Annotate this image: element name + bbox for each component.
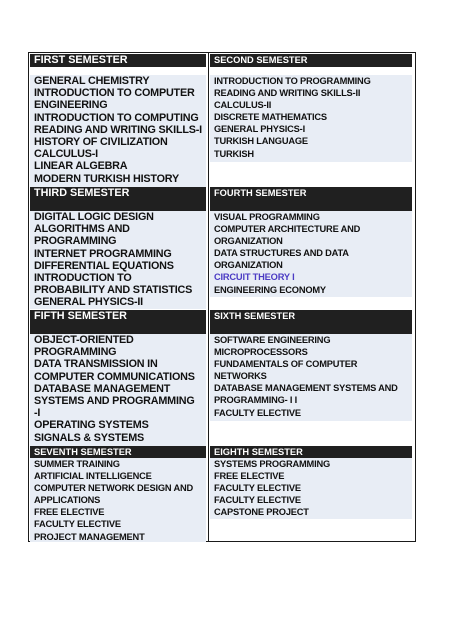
course-item: TURKISH [214, 148, 254, 159]
semester-6-courses [210, 334, 412, 421]
course-item: INTRODUCTION TO [34, 272, 132, 285]
course-item: ORGANIZATION [214, 236, 283, 247]
semester-1-courses [30, 75, 206, 187]
course-item: GENERAL PHYSICS-I [214, 124, 305, 135]
course-item: COMPUTER COMMUNICATIONS [34, 370, 195, 383]
semester-5-courses [30, 334, 206, 446]
course-item: VISUAL PROGRAMMING [214, 212, 320, 222]
course-item: PROGRAMMING [34, 235, 117, 248]
semester-4-header: FOURTH SEMESTER [210, 187, 412, 211]
course-item: CALCULUS-II [214, 100, 272, 111]
course-item: FREE ELECTIVE [214, 471, 285, 482]
column-divider [208, 52, 209, 542]
course-item: HISTORY OF CIVILIZATION [34, 136, 168, 149]
course-item: PROJECT MANAGEMENT [34, 531, 145, 542]
course-item: COMPUTER NETWORK DESIGN AND [34, 483, 194, 494]
semester-3-header: THIRD SEMESTER [30, 187, 206, 211]
semester-2-courses [210, 75, 412, 162]
course-item: ENGINEERING ECONOMY [214, 284, 326, 295]
course-item: ALGORITHMS AND [34, 223, 130, 236]
course-item: FUNDAMENTALS OF COMPUTER [214, 359, 358, 370]
course-item: DATABASE MANAGEMENT SYSTEMS AND [214, 383, 398, 394]
course-item: FACULTY ELECTIVE [34, 519, 121, 530]
course-item: DIFFERENTIAL EQUATIONS [34, 259, 174, 272]
course-item: FACULTY ELECTIVE [214, 495, 301, 506]
semester-3-courses [30, 211, 206, 309]
course-item: ORGANIZATION [214, 260, 283, 271]
semester-1-header: FIRST SEMESTER [30, 54, 206, 67]
course-item: INTERNET PROGRAMMING [34, 247, 172, 260]
course-item: APPLICATIONS [34, 495, 101, 506]
semester-7-courses [30, 458, 206, 542]
course-item: CALCULUS-I [34, 148, 98, 161]
course-item: MODERN TURKISH HISTORY [34, 172, 179, 185]
course-item: ENGINEERING [34, 99, 108, 112]
course-item: OPERATING SYSTEMS [34, 419, 149, 432]
course-item: NETWORKS [214, 371, 267, 382]
course-item: INTRODUCTION TO COMPUTING [34, 111, 199, 124]
course-item: MICROPROCESSORS [214, 347, 308, 358]
course-item: DATA STRUCTURES AND DATA [214, 248, 349, 259]
course-item: OBJECT-ORIENTED [34, 334, 134, 346]
course-item: DIGITAL LOGIC DESIGN [34, 211, 154, 223]
course-item: SUMMER TRAINING [34, 459, 120, 469]
course-item: DISCRETE MATHEMATICS [214, 112, 327, 123]
semester-4-courses [210, 211, 412, 297]
semester-8-courses [210, 458, 412, 519]
course-item: SYSTEMS PROGRAMMING [214, 459, 331, 469]
course-item: SIGNALS & SYSTEMS [34, 431, 144, 444]
semester-5-header: FIFTH SEMESTER [30, 310, 206, 334]
course-item: COMPUTER ARCHITECTURE AND [214, 224, 361, 235]
course-item: FACULTY ELECTIVE [214, 483, 301, 494]
course-item: SYSTEMS AND PROGRAMMING [34, 395, 195, 408]
course-item: DATA TRANSMISSION IN [34, 358, 158, 371]
course-item: SOFTWARE ENGINEERING [214, 335, 331, 345]
course-item: PROBABILITY AND STATISTICS [34, 284, 193, 297]
course-item: READING AND WRITING SKILLS-I [34, 123, 202, 136]
course-item: READING AND WRITING SKILLS-II [214, 88, 361, 99]
course-item: ARTIFICIAL INTELLIGENCE [34, 471, 152, 482]
course-item: PROGRAMMING- I I [214, 395, 298, 406]
course-item: -I [34, 407, 41, 420]
course-item: GENERAL PHYSICS-II [34, 296, 143, 309]
semester-6-header: SIXTH SEMESTER [210, 310, 412, 334]
semester-8-header: EIGHTH SEMESTER [210, 446, 412, 458]
course-item-highlighted: CIRCUIT THEORY I [214, 272, 295, 283]
course-item: PROGRAMMING [34, 346, 117, 359]
course-item: FACULTY ELECTIVE [214, 407, 301, 418]
course-item: CAPSTONE PROJECT [214, 507, 309, 518]
semester-7-header: SEVENTH SEMESTER [30, 446, 206, 458]
course-item: FREE ELECTIVE [34, 507, 105, 518]
semester-2-header: SECOND SEMESTER [210, 54, 412, 67]
course-item: DATABASE MANAGEMENT [34, 382, 171, 395]
course-item: TURKISH LANGUAGE [214, 136, 308, 147]
course-item: LINEAR ALGEBRA [34, 160, 128, 173]
course-item: GENERAL CHEMISTRY [34, 75, 150, 87]
course-item: INTRODUCTION TO COMPUTER [34, 87, 195, 100]
course-item: INTRODUCTION TO PROGRAMMING [214, 76, 371, 86]
